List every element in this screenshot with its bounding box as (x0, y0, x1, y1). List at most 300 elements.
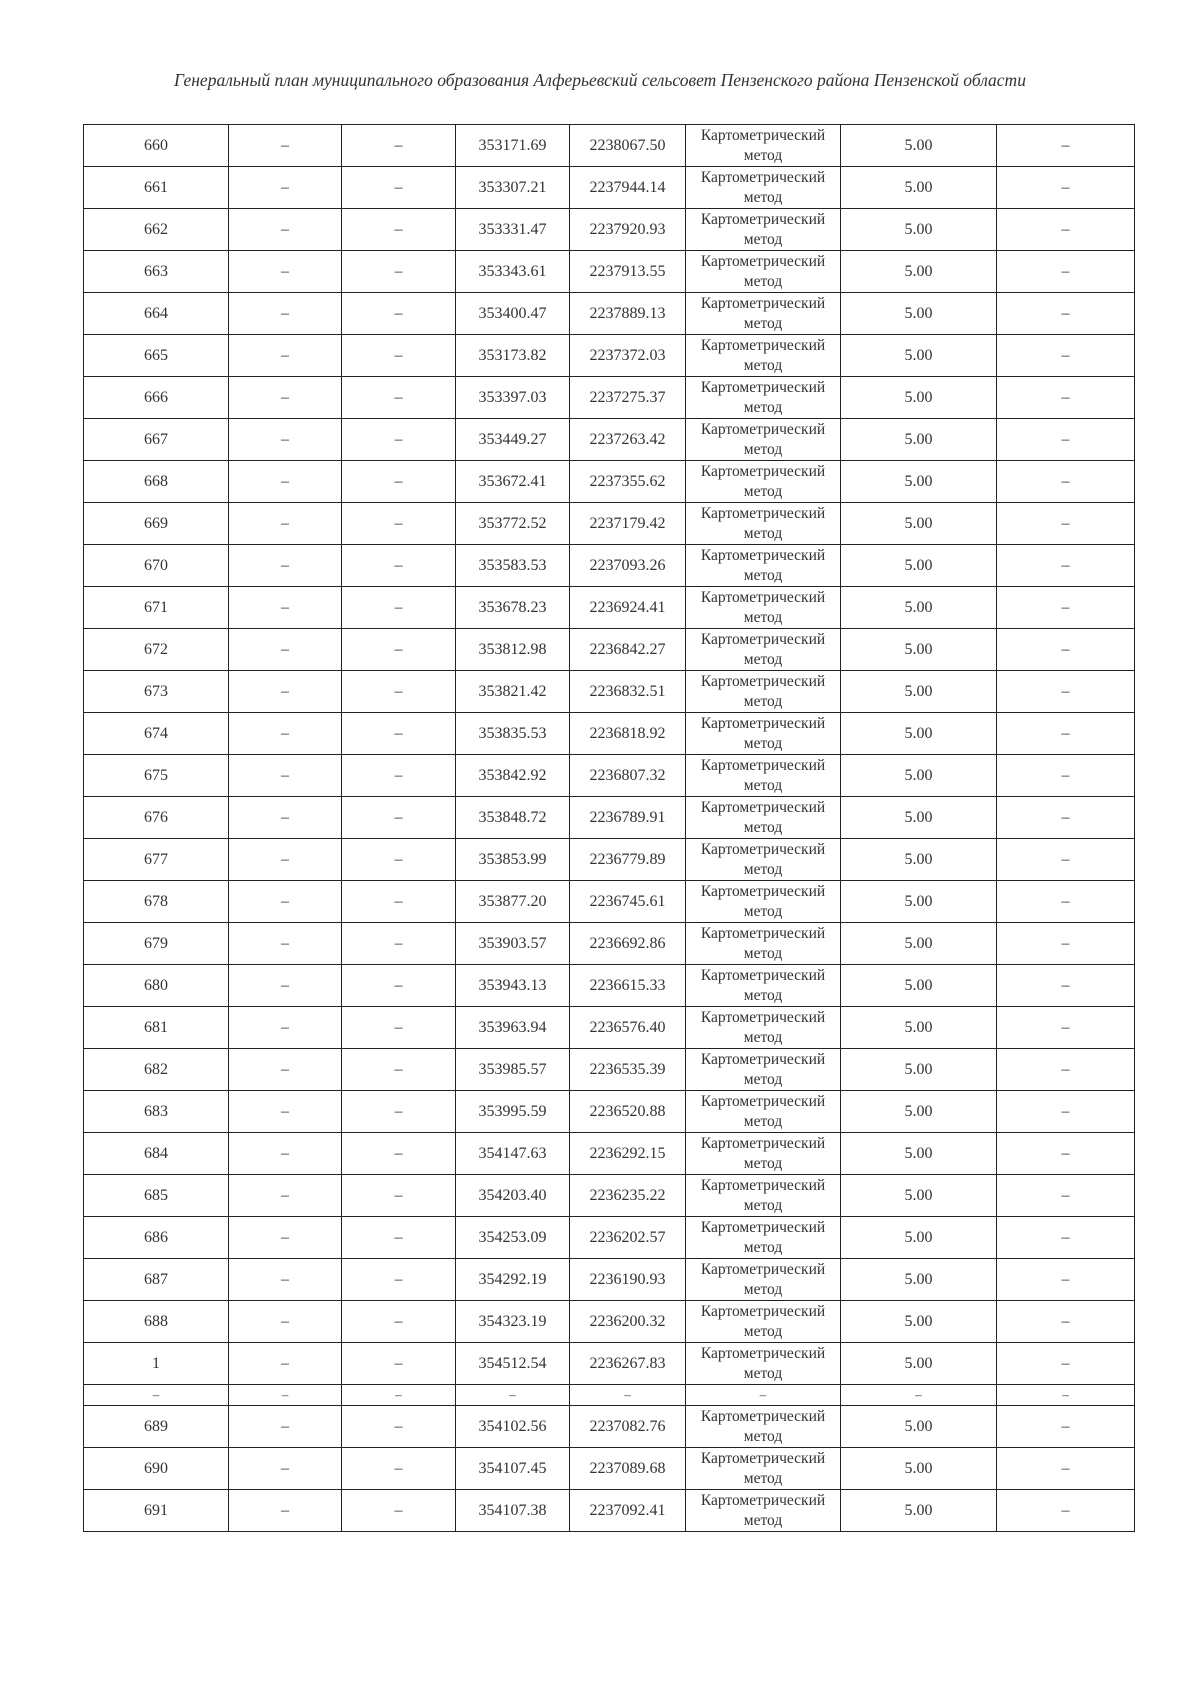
x-coordinate-cell: 353848.72 (456, 797, 570, 839)
empty-column-3-cell: – (342, 1385, 456, 1406)
x-coordinate-cell: 353449.27 (456, 419, 570, 461)
empty-column-2-cell: – (229, 965, 342, 1007)
x-coordinate-cell: 353821.42 (456, 671, 570, 713)
empty-column-2-cell: – (229, 797, 342, 839)
table-row (84, 1406, 1135, 1448)
empty-column-3-cell: – (342, 1490, 456, 1532)
x-coordinate-cell: 354323.19 (456, 1301, 570, 1343)
y-coordinate-cell: 2236235.22 (570, 1175, 686, 1217)
empty-column-8-cell: – (997, 965, 1135, 1007)
empty-column-3-cell: – (342, 797, 456, 839)
empty-column-3-cell: – (342, 1448, 456, 1490)
y-coordinate-cell: 2237092.41 (570, 1490, 686, 1532)
accuracy-cell: 5.00 (841, 419, 997, 461)
method-cell: Картометрический метод (686, 839, 841, 881)
x-coordinate-cell: 353903.57 (456, 923, 570, 965)
table-row (84, 377, 1135, 419)
method-cell: Картометрический метод (686, 1175, 841, 1217)
method-cell: Картометрический метод (686, 1049, 841, 1091)
empty-column-2-cell: – (229, 1490, 342, 1532)
empty-column-8-cell: – (997, 1259, 1135, 1301)
empty-column-2-cell: – (229, 1343, 342, 1385)
method-cell: Картометрический метод (686, 419, 841, 461)
point-number-cell: 691 (84, 1490, 229, 1532)
empty-column-2-cell: – (229, 545, 342, 587)
accuracy-cell: 5.00 (841, 1049, 997, 1091)
table-row (84, 1343, 1135, 1385)
empty-column-2-cell: – (229, 293, 342, 335)
x-coordinate-cell: 353171.69 (456, 125, 570, 167)
x-coordinate-cell: 353812.98 (456, 629, 570, 671)
method-cell: Картометрический метод (686, 1007, 841, 1049)
table-row (84, 1175, 1135, 1217)
empty-column-3-cell: – (342, 1133, 456, 1175)
table-row (84, 419, 1135, 461)
empty-column-3-cell: – (342, 461, 456, 503)
table-row (84, 797, 1135, 839)
y-coordinate-cell: 2237275.37 (570, 377, 686, 419)
method-cell: Картометрический метод (686, 1091, 841, 1133)
empty-column-2-cell: – (229, 713, 342, 755)
empty-column-3-cell: – (342, 965, 456, 1007)
empty-column-3-cell: – (342, 1175, 456, 1217)
empty-column-8-cell: – (997, 587, 1135, 629)
table-row (84, 755, 1135, 797)
empty-column-2-cell: – (229, 377, 342, 419)
table-row (84, 1217, 1135, 1259)
empty-column-8-cell: – (997, 839, 1135, 881)
empty-column-2-cell: – (229, 1385, 342, 1406)
point-number-cell: 661 (84, 167, 229, 209)
empty-column-2-cell: – (229, 1007, 342, 1049)
y-coordinate-cell: 2236807.32 (570, 755, 686, 797)
method-cell: Картометрический метод (686, 881, 841, 923)
y-coordinate-cell: 2236190.93 (570, 1259, 686, 1301)
x-coordinate-cell: 353995.59 (456, 1091, 570, 1133)
empty-column-8-cell: – (997, 755, 1135, 797)
accuracy-cell: 5.00 (841, 1217, 997, 1259)
empty-column-3-cell: – (342, 293, 456, 335)
accuracy-cell: 5.00 (841, 1406, 997, 1448)
y-coordinate-cell: 2237913.55 (570, 251, 686, 293)
accuracy-cell: 5.00 (841, 377, 997, 419)
point-number-cell: 663 (84, 251, 229, 293)
point-number-cell: 680 (84, 965, 229, 1007)
accuracy-cell: 5.00 (841, 1091, 997, 1133)
empty-column-3-cell: – (342, 713, 456, 755)
x-coordinate-cell: 354203.40 (456, 1175, 570, 1217)
empty-column-3-cell: – (342, 1343, 456, 1385)
empty-column-2-cell: – (229, 251, 342, 293)
table-row (84, 335, 1135, 377)
point-number-cell: 671 (84, 587, 229, 629)
empty-column-3-cell: – (342, 587, 456, 629)
y-coordinate-cell: 2237093.26 (570, 545, 686, 587)
table-row (84, 293, 1135, 335)
empty-column-2-cell: – (229, 419, 342, 461)
empty-column-2-cell: – (229, 209, 342, 251)
empty-column-8-cell: – (997, 1007, 1135, 1049)
empty-column-2-cell: – (229, 167, 342, 209)
method-cell: Картометрический метод (686, 293, 841, 335)
accuracy-cell: 5.00 (841, 923, 997, 965)
empty-column-2-cell: – (229, 1448, 342, 1490)
method-cell: Картометрический метод (686, 503, 841, 545)
table-row (84, 629, 1135, 671)
empty-column-8-cell: – (997, 545, 1135, 587)
x-coordinate-cell: 353842.92 (456, 755, 570, 797)
accuracy-cell: 5.00 (841, 1133, 997, 1175)
y-coordinate-cell: 2236842.27 (570, 629, 686, 671)
empty-column-8-cell: – (997, 1406, 1135, 1448)
y-coordinate-cell: 2237355.62 (570, 461, 686, 503)
empty-column-2-cell: – (229, 1259, 342, 1301)
method-cell: Картометрический метод (686, 797, 841, 839)
y-coordinate-cell: 2236200.32 (570, 1301, 686, 1343)
empty-column-3-cell: – (342, 545, 456, 587)
method-cell: Картометрический метод (686, 1217, 841, 1259)
empty-column-2-cell: – (229, 125, 342, 167)
empty-column-2-cell: – (229, 1091, 342, 1133)
table-row (84, 167, 1135, 209)
accuracy-cell: 5.00 (841, 335, 997, 377)
empty-column-3-cell: – (342, 1007, 456, 1049)
method-cell: – (686, 1385, 841, 1406)
point-number-cell: 665 (84, 335, 229, 377)
point-number-cell: 660 (84, 125, 229, 167)
method-cell: Картометрический метод (686, 629, 841, 671)
point-number-cell: 690 (84, 1448, 229, 1490)
method-cell: Картометрический метод (686, 1133, 841, 1175)
table-row (84, 125, 1135, 167)
x-coordinate-cell: 354102.56 (456, 1406, 570, 1448)
x-coordinate-cell: 353173.82 (456, 335, 570, 377)
point-number-cell: – (84, 1385, 229, 1406)
point-number-cell: 689 (84, 1406, 229, 1448)
empty-column-2-cell: – (229, 755, 342, 797)
empty-column-8-cell: – (997, 209, 1135, 251)
x-coordinate-cell: 354147.63 (456, 1133, 570, 1175)
empty-column-3-cell: – (342, 1217, 456, 1259)
accuracy-cell: – (841, 1385, 997, 1406)
point-number-cell: 669 (84, 503, 229, 545)
y-coordinate-cell: 2236202.57 (570, 1217, 686, 1259)
accuracy-cell: 5.00 (841, 839, 997, 881)
point-number-cell: 1 (84, 1343, 229, 1385)
empty-column-2-cell: – (229, 335, 342, 377)
point-number-cell: 681 (84, 1007, 229, 1049)
point-number-cell: 666 (84, 377, 229, 419)
point-number-cell: 683 (84, 1091, 229, 1133)
point-number-cell: 685 (84, 1175, 229, 1217)
empty-column-8-cell: – (997, 1175, 1135, 1217)
accuracy-cell: 5.00 (841, 797, 997, 839)
empty-column-8-cell: – (997, 251, 1135, 293)
empty-column-3-cell: – (342, 1049, 456, 1091)
accuracy-cell: 5.00 (841, 881, 997, 923)
y-coordinate-cell: – (570, 1385, 686, 1406)
empty-column-3-cell: – (342, 1091, 456, 1133)
x-coordinate-cell: 353672.41 (456, 461, 570, 503)
accuracy-cell: 5.00 (841, 671, 997, 713)
x-coordinate-cell: 353985.57 (456, 1049, 570, 1091)
point-number-cell: 687 (84, 1259, 229, 1301)
empty-column-3-cell: – (342, 923, 456, 965)
y-coordinate-cell: 2236292.15 (570, 1133, 686, 1175)
accuracy-cell: 5.00 (841, 1175, 997, 1217)
empty-column-2-cell: – (229, 1175, 342, 1217)
y-coordinate-cell: 2236267.83 (570, 1343, 686, 1385)
y-coordinate-cell: 2236615.33 (570, 965, 686, 1007)
empty-column-3-cell: – (342, 629, 456, 671)
empty-column-8-cell: – (997, 293, 1135, 335)
point-number-cell: 678 (84, 881, 229, 923)
empty-column-2-cell: – (229, 1406, 342, 1448)
method-cell: Картометрический метод (686, 461, 841, 503)
accuracy-cell: 5.00 (841, 629, 997, 671)
point-number-cell: 673 (84, 671, 229, 713)
empty-column-8-cell: – (997, 461, 1135, 503)
point-number-cell: 686 (84, 1217, 229, 1259)
empty-column-8-cell: – (997, 377, 1135, 419)
empty-column-3-cell: – (342, 881, 456, 923)
method-cell: Картометрический метод (686, 1448, 841, 1490)
table-row (84, 965, 1135, 1007)
x-coordinate-cell: 353583.53 (456, 545, 570, 587)
empty-column-8-cell: – (997, 1385, 1135, 1406)
page-header: Генеральный план муниципального образования Алферьевский сельсовет Пензенского района Пензенской области (174, 70, 1026, 90)
table-row (84, 1007, 1135, 1049)
x-coordinate-cell: 353943.13 (456, 965, 570, 1007)
x-coordinate-cell: 354292.19 (456, 1259, 570, 1301)
accuracy-cell: 5.00 (841, 125, 997, 167)
separator-row (84, 1385, 1135, 1406)
empty-column-8-cell: – (997, 1049, 1135, 1091)
table-row (84, 713, 1135, 755)
table-row (84, 1091, 1135, 1133)
table-row (84, 545, 1135, 587)
y-coordinate-cell: 2236789.91 (570, 797, 686, 839)
y-coordinate-cell: 2236832.51 (570, 671, 686, 713)
empty-column-3-cell: – (342, 503, 456, 545)
point-number-cell: 668 (84, 461, 229, 503)
method-cell: Картометрический метод (686, 545, 841, 587)
y-coordinate-cell: 2237372.03 (570, 335, 686, 377)
accuracy-cell: 5.00 (841, 1259, 997, 1301)
y-coordinate-cell: 2238067.50 (570, 125, 686, 167)
method-cell: Картометрический метод (686, 251, 841, 293)
empty-column-8-cell: – (997, 713, 1135, 755)
x-coordinate-cell: 353772.52 (456, 503, 570, 545)
empty-column-3-cell: – (342, 335, 456, 377)
empty-column-3-cell: – (342, 1301, 456, 1343)
table-row (84, 671, 1135, 713)
table-row (84, 1259, 1135, 1301)
accuracy-cell: 5.00 (841, 1007, 997, 1049)
empty-column-3-cell: – (342, 671, 456, 713)
y-coordinate-cell: 2237920.93 (570, 209, 686, 251)
empty-column-2-cell: – (229, 881, 342, 923)
x-coordinate-cell: 353963.94 (456, 1007, 570, 1049)
x-coordinate-cell: 354253.09 (456, 1217, 570, 1259)
accuracy-cell: 5.00 (841, 587, 997, 629)
method-cell: Картометрический метод (686, 755, 841, 797)
method-cell: Картометрический метод (686, 377, 841, 419)
empty-column-3-cell: – (342, 209, 456, 251)
y-coordinate-cell: 2236745.61 (570, 881, 686, 923)
empty-column-2-cell: – (229, 1133, 342, 1175)
empty-column-8-cell: – (997, 671, 1135, 713)
point-number-cell: 675 (84, 755, 229, 797)
table-body (84, 125, 1135, 1532)
y-coordinate-cell: 2236520.88 (570, 1091, 686, 1133)
method-cell: Картометрический метод (686, 587, 841, 629)
empty-column-8-cell: – (997, 503, 1135, 545)
empty-column-2-cell: – (229, 1301, 342, 1343)
y-coordinate-cell: 2237263.42 (570, 419, 686, 461)
x-coordinate-cell: 353397.03 (456, 377, 570, 419)
table-row (84, 209, 1135, 251)
empty-column-3-cell: – (342, 839, 456, 881)
empty-column-8-cell: – (997, 125, 1135, 167)
y-coordinate-cell: 2236692.86 (570, 923, 686, 965)
empty-column-3-cell: – (342, 167, 456, 209)
table-row (84, 1448, 1135, 1490)
x-coordinate-cell: 354512.54 (456, 1343, 570, 1385)
method-cell: Картометрический метод (686, 125, 841, 167)
empty-column-2-cell: – (229, 839, 342, 881)
y-coordinate-cell: 2236924.41 (570, 587, 686, 629)
table-row (84, 503, 1135, 545)
accuracy-cell: 5.00 (841, 1343, 997, 1385)
point-number-cell: 664 (84, 293, 229, 335)
accuracy-cell: 5.00 (841, 293, 997, 335)
empty-column-2-cell: – (229, 461, 342, 503)
x-coordinate-cell: 353343.61 (456, 251, 570, 293)
empty-column-8-cell: – (997, 419, 1135, 461)
table-row (84, 461, 1135, 503)
empty-column-8-cell: – (997, 1448, 1135, 1490)
accuracy-cell: 5.00 (841, 1448, 997, 1490)
method-cell: Картометрический метод (686, 1406, 841, 1448)
empty-column-3-cell: – (342, 1406, 456, 1448)
method-cell: Картометрический метод (686, 923, 841, 965)
accuracy-cell: 5.00 (841, 1490, 997, 1532)
method-cell: Картометрический метод (686, 167, 841, 209)
accuracy-cell: 5.00 (841, 965, 997, 1007)
y-coordinate-cell: 2236818.92 (570, 713, 686, 755)
point-number-cell: 662 (84, 209, 229, 251)
point-number-cell: 672 (84, 629, 229, 671)
method-cell: Картометрический метод (686, 1259, 841, 1301)
x-coordinate-cell: 353877.20 (456, 881, 570, 923)
empty-column-2-cell: – (229, 1049, 342, 1091)
point-number-cell: 676 (84, 797, 229, 839)
y-coordinate-cell: 2236535.39 (570, 1049, 686, 1091)
empty-column-8-cell: – (997, 335, 1135, 377)
method-cell: Картометрический метод (686, 209, 841, 251)
empty-column-3-cell: – (342, 251, 456, 293)
table-row (84, 587, 1135, 629)
accuracy-cell: 5.00 (841, 167, 997, 209)
method-cell: Картометрический метод (686, 713, 841, 755)
x-coordinate-cell: 353307.21 (456, 167, 570, 209)
empty-column-8-cell: – (997, 797, 1135, 839)
accuracy-cell: 5.00 (841, 461, 997, 503)
empty-column-8-cell: – (997, 167, 1135, 209)
y-coordinate-cell: 2237089.68 (570, 1448, 686, 1490)
table-row (84, 839, 1135, 881)
table-row (84, 1301, 1135, 1343)
coordinates-table (83, 124, 1135, 1532)
empty-column-2-cell: – (229, 587, 342, 629)
method-cell: Картометрический метод (686, 1490, 841, 1532)
accuracy-cell: 5.00 (841, 713, 997, 755)
y-coordinate-cell: 2237944.14 (570, 167, 686, 209)
y-coordinate-cell: 2237082.76 (570, 1406, 686, 1448)
empty-column-2-cell: – (229, 629, 342, 671)
empty-column-3-cell: – (342, 755, 456, 797)
empty-column-3-cell: – (342, 125, 456, 167)
table-row (84, 1490, 1135, 1532)
point-number-cell: 670 (84, 545, 229, 587)
table-row (84, 923, 1135, 965)
empty-column-3-cell: – (342, 419, 456, 461)
empty-column-8-cell: – (997, 629, 1135, 671)
method-cell: Картометрический метод (686, 1343, 841, 1385)
empty-column-8-cell: – (997, 1490, 1135, 1532)
method-cell: Картометрический метод (686, 335, 841, 377)
point-number-cell: 667 (84, 419, 229, 461)
y-coordinate-cell: 2236576.40 (570, 1007, 686, 1049)
point-number-cell: 684 (84, 1133, 229, 1175)
x-coordinate-cell: 353400.47 (456, 293, 570, 335)
point-number-cell: 677 (84, 839, 229, 881)
method-cell: Картометрический метод (686, 965, 841, 1007)
table-row (84, 1049, 1135, 1091)
accuracy-cell: 5.00 (841, 251, 997, 293)
point-number-cell: 679 (84, 923, 229, 965)
empty-column-2-cell: – (229, 1217, 342, 1259)
table-row (84, 1133, 1135, 1175)
empty-column-8-cell: – (997, 1301, 1135, 1343)
x-coordinate-cell: 353853.99 (456, 839, 570, 881)
empty-column-8-cell: – (997, 1133, 1135, 1175)
accuracy-cell: 5.00 (841, 1301, 997, 1343)
empty-column-8-cell: – (997, 923, 1135, 965)
table-row (84, 251, 1135, 293)
empty-column-2-cell: – (229, 923, 342, 965)
accuracy-cell: 5.00 (841, 503, 997, 545)
accuracy-cell: 5.00 (841, 755, 997, 797)
point-number-cell: 682 (84, 1049, 229, 1091)
table-row (84, 881, 1135, 923)
accuracy-cell: 5.00 (841, 545, 997, 587)
y-coordinate-cell: 2237179.42 (570, 503, 686, 545)
x-coordinate-cell: 354107.45 (456, 1448, 570, 1490)
empty-column-8-cell: – (997, 881, 1135, 923)
x-coordinate-cell: 354107.38 (456, 1490, 570, 1532)
x-coordinate-cell: 353331.47 (456, 209, 570, 251)
y-coordinate-cell: 2237889.13 (570, 293, 686, 335)
empty-column-3-cell: – (342, 1259, 456, 1301)
x-coordinate-cell: 353835.53 (456, 713, 570, 755)
x-coordinate-cell: 353678.23 (456, 587, 570, 629)
empty-column-2-cell: – (229, 503, 342, 545)
method-cell: Картометрический метод (686, 671, 841, 713)
point-number-cell: 688 (84, 1301, 229, 1343)
y-coordinate-cell: 2236779.89 (570, 839, 686, 881)
